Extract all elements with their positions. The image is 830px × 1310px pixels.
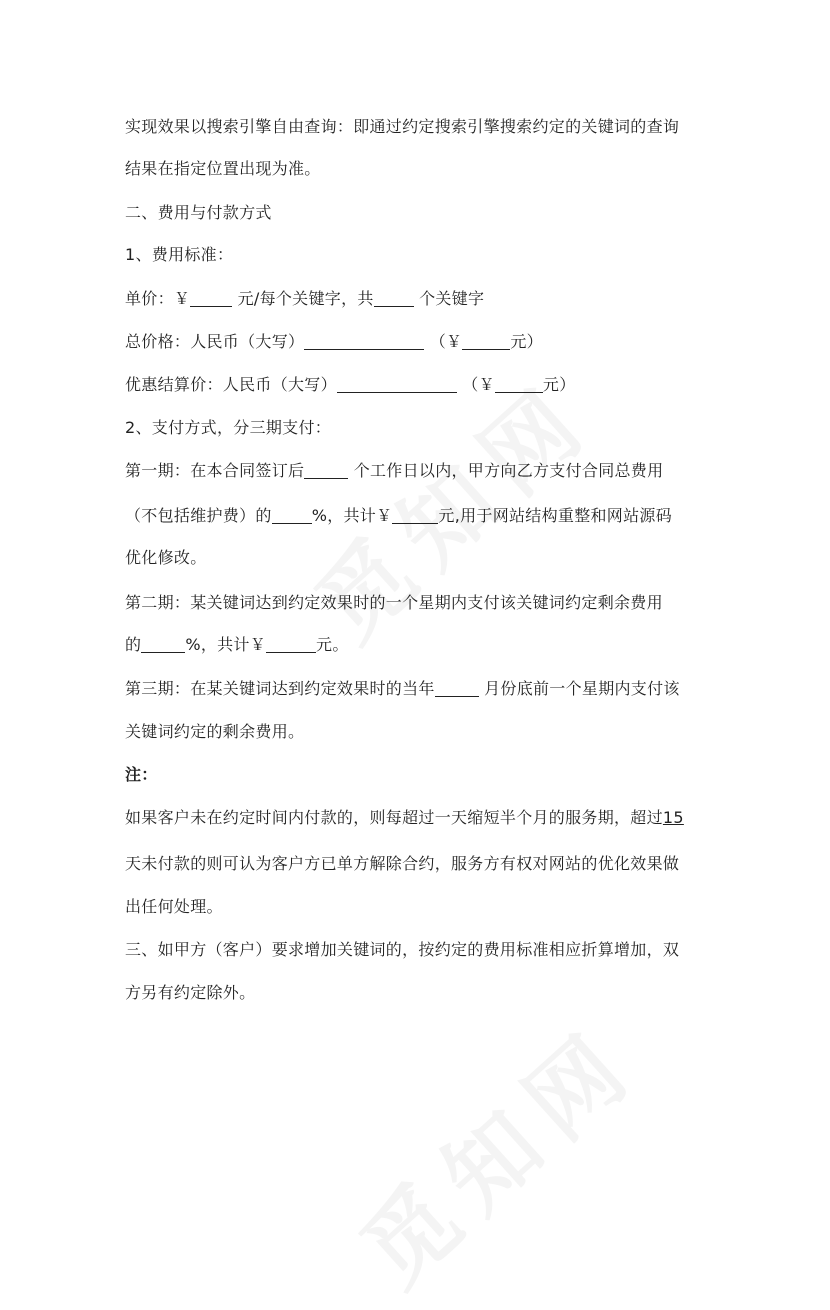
month-blank[interactable] [435,680,479,697]
discount-price-line [125,374,576,396]
note-title: 注： [125,765,158,784]
section-paragraph: 方另有约定除外。 [125,983,256,1002]
unit-price-blank[interactable] [190,290,232,307]
paragraph-line: 实现效果以搜索引擎自由查询：即通过约定搜索引擎搜索约定的关键词的查询 [125,117,680,136]
discount-yen-label: （￥ [462,375,495,394]
discount-yuan-label: 元） [542,375,576,394]
watermark-bottom [328,992,662,1310]
phase3-text-cont: 月份底前一个星期内支付该 [484,679,680,698]
paragraph-line: 优化修改。 [125,548,207,567]
phase1-text-end: 元,用于网站结构重整和网站源码 [438,506,673,525]
subsection-heading: 2、支付方式，分三期支付： [125,418,332,437]
phase2-line-2 [125,634,349,656]
total-yuan-label: 元） [510,332,543,351]
subsection-heading: 1、费用标准： [125,245,234,264]
section-paragraph: 三、如甲方（客户）要求增加关键词的，按约定的费用标准相应折算增加，双 [125,940,680,959]
note-days: 15 [662,808,684,827]
note-text: 如果客户未在约定时间内付款的，则每超过一天缩短半个月的服务期，超过 [125,808,663,827]
note-line: 出任何处理。 [125,897,223,916]
unit-price-unit: 元/每个关键字，共 [237,289,374,308]
unit-price-line [125,288,484,310]
section-heading: 二、费用与付款方式 [125,203,272,222]
phase3-text: 第三期：在某关键词达到约定效果时的当年 [125,679,435,698]
phase1-text-cont: %，共计￥ [311,506,393,525]
note-line: 天未付款的则可认为客户方已单方解除合约，服务方有权对网站的优化效果做 [125,854,680,873]
phase2-text: 的 [125,635,142,654]
discount-capital-blank[interactable] [337,376,457,393]
phase1-line [125,460,663,482]
total-price-line [125,331,543,353]
phase1-text: 第一期：在本合同签订后 [125,461,305,480]
phase1-text: （不包括维护费）的 [125,506,272,525]
keyword-count-blank[interactable] [374,290,414,307]
phase3-line [125,678,680,700]
total-amount-blank[interactable] [462,333,510,350]
total-yen-label: （￥ [429,332,463,351]
phase2-text-cont: %，共计￥ [185,635,267,654]
keyword-count-label: 个关键字 [419,289,485,308]
discount-amount-blank[interactable] [495,376,543,393]
paragraph-line: 关键词约定的剩余费用。 [125,722,305,741]
unit-price-label: 单价：￥ [125,289,191,308]
phase2-line: 第二期：某关键词达到约定效果时的一个星期内支付该关键词约定剩余费用 [125,593,663,612]
note-line [125,807,684,829]
total-capital-blank[interactable] [304,333,424,350]
workday-blank[interactable] [304,462,348,479]
paragraph-line: 结果在指定位置出现为准。 [125,159,321,178]
discount-price-label: 优惠结算价：人民币（大写） [125,375,337,394]
phase1-amount-blank[interactable] [392,507,438,524]
phase1-text-cont: 个工作日以内，甲方向乙方支付合同总费用 [353,461,664,480]
total-price-label: 总价格：人民币（大写） [125,332,305,351]
phase2-text-end: 元。 [316,635,349,654]
phase1-percent-blank[interactable] [272,507,312,524]
phase2-percent-blank[interactable] [141,636,185,653]
phase2-amount-blank[interactable] [266,636,316,653]
phase1-line-2 [125,505,672,527]
